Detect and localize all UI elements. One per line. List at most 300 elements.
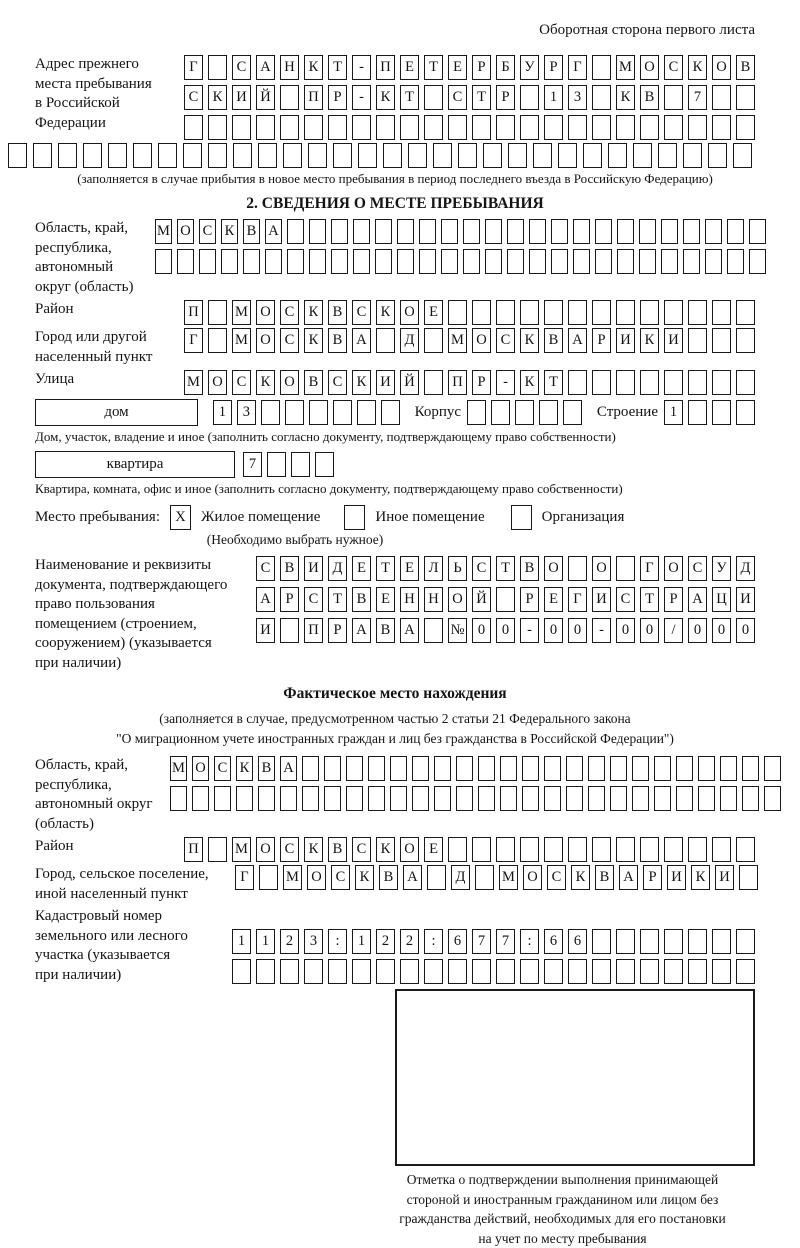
char-cell[interactable] <box>192 786 209 811</box>
char-cell[interactable] <box>592 837 611 862</box>
char-cell[interactable] <box>496 300 515 325</box>
char-cell[interactable] <box>424 328 443 353</box>
char-cell[interactable]: - <box>520 618 539 643</box>
char-cell[interactable]: И <box>715 865 734 890</box>
char-cell[interactable] <box>309 249 326 274</box>
char-cell[interactable]: - <box>496 370 515 395</box>
char-cell[interactable]: О <box>544 556 563 581</box>
char-cell[interactable]: И <box>664 328 683 353</box>
char-cell[interactable] <box>595 219 612 244</box>
char-cell[interactable] <box>256 959 275 984</box>
char-cell[interactable]: - <box>592 618 611 643</box>
char-cell[interactable]: В <box>595 865 614 890</box>
char-cell[interactable] <box>544 786 561 811</box>
char-cell[interactable]: 0 <box>496 618 515 643</box>
char-cell[interactable]: К <box>376 300 395 325</box>
char-cell[interactable]: С <box>184 85 203 110</box>
char-cell[interactable]: У <box>712 556 731 581</box>
char-cell[interactable] <box>520 300 539 325</box>
char-cell[interactable] <box>616 556 635 581</box>
char-cell[interactable] <box>705 219 722 244</box>
char-cell[interactable] <box>592 85 611 110</box>
char-cell[interactable]: Т <box>400 85 419 110</box>
char-cell[interactable]: С <box>472 556 491 581</box>
char-cell[interactable] <box>434 756 451 781</box>
char-cell[interactable]: М <box>232 837 251 862</box>
char-cell[interactable]: К <box>520 370 539 395</box>
char-cell[interactable]: О <box>307 865 326 890</box>
char-cell[interactable] <box>661 249 678 274</box>
char-cell[interactable]: 1 <box>544 85 563 110</box>
char-cell[interactable] <box>315 452 334 477</box>
char-cell[interactable] <box>712 959 731 984</box>
char-cell[interactable] <box>664 85 683 110</box>
char-cell[interactable] <box>616 115 635 140</box>
char-cell[interactable] <box>496 115 515 140</box>
char-cell[interactable]: О <box>256 837 275 862</box>
char-cell[interactable] <box>184 115 203 140</box>
char-cell[interactable]: Д <box>451 865 470 890</box>
char-cell[interactable] <box>358 143 377 168</box>
char-cell[interactable] <box>664 929 683 954</box>
char-cell[interactable]: А <box>256 587 275 612</box>
char-cell[interactable]: Й <box>256 85 275 110</box>
char-cell[interactable] <box>287 249 304 274</box>
char-cell[interactable] <box>472 837 491 862</box>
char-cell[interactable]: 0 <box>472 618 491 643</box>
char-cell[interactable] <box>676 756 693 781</box>
char-cell[interactable] <box>256 115 275 140</box>
char-cell[interactable]: В <box>352 587 371 612</box>
char-cell[interactable]: К <box>352 370 371 395</box>
char-cell[interactable] <box>558 143 577 168</box>
char-cell[interactable] <box>688 115 707 140</box>
char-cell[interactable]: 0 <box>688 618 707 643</box>
char-cell[interactable] <box>267 452 286 477</box>
char-cell[interactable] <box>333 143 352 168</box>
char-cell[interactable] <box>287 219 304 244</box>
char-cell[interactable]: Г <box>184 55 203 80</box>
char-cell[interactable]: О <box>664 556 683 581</box>
char-cell[interactable]: Р <box>328 85 347 110</box>
char-cell[interactable] <box>424 618 443 643</box>
char-cell[interactable] <box>346 756 363 781</box>
char-cell[interactable] <box>749 219 766 244</box>
char-cell[interactable]: И <box>592 587 611 612</box>
char-cell[interactable] <box>328 959 347 984</box>
char-cell[interactable]: О <box>256 300 275 325</box>
char-cell[interactable] <box>475 865 494 890</box>
char-cell[interactable]: О <box>192 756 209 781</box>
char-cell[interactable] <box>496 837 515 862</box>
char-cell[interactable]: Т <box>376 556 395 581</box>
char-cell[interactable] <box>640 929 659 954</box>
char-cell[interactable]: К <box>376 837 395 862</box>
char-cell[interactable]: В <box>520 556 539 581</box>
char-cell[interactable]: В <box>243 219 260 244</box>
char-cell[interactable]: К <box>304 300 323 325</box>
char-cell[interactable]: 1 <box>352 929 371 954</box>
char-cell[interactable] <box>688 959 707 984</box>
char-cell[interactable]: С <box>448 85 467 110</box>
char-cell[interactable] <box>208 55 227 80</box>
char-cell[interactable]: М <box>155 219 172 244</box>
char-cell[interactable] <box>478 756 495 781</box>
char-cell[interactable] <box>233 143 252 168</box>
char-cell[interactable]: С <box>232 55 251 80</box>
char-cell[interactable]: М <box>448 328 467 353</box>
char-cell[interactable]: С <box>304 587 323 612</box>
char-cell[interactable] <box>742 756 759 781</box>
char-cell[interactable]: Р <box>592 328 611 353</box>
char-cell[interactable] <box>617 249 634 274</box>
char-cell[interactable]: 2 <box>280 929 299 954</box>
char-cell[interactable] <box>736 370 755 395</box>
char-cell[interactable]: 0 <box>544 618 563 643</box>
char-cell[interactable] <box>408 143 427 168</box>
char-cell[interactable]: 0 <box>640 618 659 643</box>
char-cell[interactable] <box>544 959 563 984</box>
char-cell[interactable] <box>8 143 27 168</box>
char-cell[interactable]: Р <box>544 55 563 80</box>
char-cell[interactable] <box>522 756 539 781</box>
char-cell[interactable]: Р <box>472 55 491 80</box>
char-cell[interactable] <box>592 55 611 80</box>
char-cell[interactable]: О <box>448 587 467 612</box>
char-cell[interactable] <box>472 115 491 140</box>
char-cell[interactable]: 0 <box>736 618 755 643</box>
char-cell[interactable]: О <box>400 300 419 325</box>
char-cell[interactable] <box>232 115 251 140</box>
char-cell[interactable] <box>183 143 202 168</box>
char-cell[interactable]: В <box>304 370 323 395</box>
char-cell[interactable] <box>467 400 486 425</box>
char-cell[interactable] <box>712 300 731 325</box>
char-cell[interactable] <box>529 249 546 274</box>
char-cell[interactable] <box>400 115 419 140</box>
char-cell[interactable] <box>639 249 656 274</box>
char-cell[interactable]: 6 <box>544 929 563 954</box>
char-cell[interactable] <box>563 400 582 425</box>
char-cell[interactable] <box>472 959 491 984</box>
char-cell[interactable] <box>688 300 707 325</box>
char-cell[interactable]: А <box>352 328 371 353</box>
char-cell[interactable]: Й <box>472 587 491 612</box>
char-cell[interactable]: К <box>221 219 238 244</box>
char-cell[interactable] <box>610 756 627 781</box>
char-cell[interactable]: О <box>523 865 542 890</box>
char-cell[interactable] <box>448 115 467 140</box>
char-cell[interactable] <box>177 249 194 274</box>
char-cell[interactable] <box>208 837 227 862</box>
char-cell[interactable]: А <box>256 55 275 80</box>
char-cell[interactable] <box>285 400 304 425</box>
char-cell[interactable] <box>33 143 52 168</box>
char-cell[interactable] <box>376 328 395 353</box>
char-cell[interactable] <box>424 115 443 140</box>
char-cell[interactable] <box>664 837 683 862</box>
char-cell[interactable] <box>688 400 707 425</box>
char-cell[interactable] <box>573 249 590 274</box>
char-cell[interactable] <box>736 959 755 984</box>
char-cell[interactable] <box>258 143 277 168</box>
char-cell[interactable] <box>390 786 407 811</box>
char-cell[interactable]: : <box>328 929 347 954</box>
char-cell[interactable] <box>208 143 227 168</box>
char-cell[interactable] <box>664 300 683 325</box>
char-cell[interactable]: С <box>616 587 635 612</box>
char-cell[interactable] <box>698 786 715 811</box>
char-cell[interactable] <box>280 115 299 140</box>
char-cell[interactable] <box>170 786 187 811</box>
char-cell[interactable]: 0 <box>712 618 731 643</box>
char-cell[interactable] <box>688 837 707 862</box>
char-cell[interactable] <box>236 786 253 811</box>
char-cell[interactable] <box>448 837 467 862</box>
char-cell[interactable] <box>658 143 677 168</box>
char-cell[interactable] <box>616 370 635 395</box>
char-cell[interactable]: А <box>619 865 638 890</box>
char-cell[interactable] <box>496 959 515 984</box>
char-cell[interactable] <box>331 249 348 274</box>
char-cell[interactable]: В <box>328 837 347 862</box>
apartment-type-box[interactable]: квартира <box>35 451 235 478</box>
char-cell[interactable] <box>463 219 480 244</box>
char-cell[interactable] <box>433 143 452 168</box>
char-cell[interactable]: В <box>379 865 398 890</box>
char-cell[interactable] <box>592 929 611 954</box>
char-cell[interactable] <box>632 786 649 811</box>
char-cell[interactable]: А <box>400 618 419 643</box>
char-cell[interactable]: Т <box>544 370 563 395</box>
char-cell[interactable] <box>736 929 755 954</box>
char-cell[interactable] <box>640 837 659 862</box>
char-cell[interactable]: Е <box>352 556 371 581</box>
char-cell[interactable]: Р <box>643 865 662 890</box>
char-cell[interactable]: Р <box>472 370 491 395</box>
char-cell[interactable]: М <box>170 756 187 781</box>
char-cell[interactable] <box>424 85 443 110</box>
char-cell[interactable]: Т <box>328 587 347 612</box>
char-cell[interactable]: : <box>424 929 443 954</box>
char-cell[interactable]: - <box>352 55 371 80</box>
char-cell[interactable] <box>265 249 282 274</box>
char-cell[interactable] <box>639 219 656 244</box>
char-cell[interactable]: Ь <box>448 556 467 581</box>
char-cell[interactable] <box>58 143 77 168</box>
char-cell[interactable]: В <box>376 618 395 643</box>
char-cell[interactable] <box>551 249 568 274</box>
char-cell[interactable]: С <box>688 556 707 581</box>
char-cell[interactable]: 7 <box>496 929 515 954</box>
char-cell[interactable]: Ц <box>712 587 731 612</box>
char-cell[interactable] <box>424 370 443 395</box>
char-cell[interactable]: К <box>520 328 539 353</box>
char-cell[interactable]: С <box>352 837 371 862</box>
char-cell[interactable] <box>727 249 744 274</box>
char-cell[interactable]: Н <box>424 587 443 612</box>
char-cell[interactable]: Г <box>640 556 659 581</box>
char-cell[interactable] <box>507 219 524 244</box>
char-cell[interactable] <box>654 756 671 781</box>
char-cell[interactable]: Т <box>424 55 443 80</box>
char-cell[interactable] <box>544 837 563 862</box>
char-cell[interactable] <box>712 400 731 425</box>
char-cell[interactable]: Т <box>496 556 515 581</box>
char-cell[interactable] <box>352 959 371 984</box>
char-cell[interactable] <box>568 959 587 984</box>
char-cell[interactable] <box>434 786 451 811</box>
char-cell[interactable] <box>353 219 370 244</box>
char-cell[interactable] <box>485 219 502 244</box>
char-cell[interactable]: О <box>640 55 659 80</box>
char-cell[interactable] <box>588 786 605 811</box>
char-cell[interactable] <box>133 143 152 168</box>
char-cell[interactable]: С <box>664 55 683 80</box>
char-cell[interactable]: К <box>304 837 323 862</box>
char-cell[interactable] <box>375 219 392 244</box>
char-cell[interactable] <box>376 115 395 140</box>
char-cell[interactable] <box>712 837 731 862</box>
char-cell[interactable] <box>456 756 473 781</box>
char-cell[interactable] <box>736 115 755 140</box>
char-cell[interactable]: К <box>304 55 323 80</box>
char-cell[interactable] <box>688 328 707 353</box>
stay-option-residential-checkbox[interactable]: X <box>170 505 191 530</box>
char-cell[interactable]: В <box>280 556 299 581</box>
char-cell[interactable] <box>588 756 605 781</box>
char-cell[interactable]: С <box>352 300 371 325</box>
char-cell[interactable] <box>485 249 502 274</box>
char-cell[interactable]: Р <box>280 587 299 612</box>
char-cell[interactable] <box>463 249 480 274</box>
char-cell[interactable] <box>208 115 227 140</box>
char-cell[interactable]: Т <box>328 55 347 80</box>
char-cell[interactable] <box>302 786 319 811</box>
char-cell[interactable] <box>331 219 348 244</box>
char-cell[interactable] <box>616 929 635 954</box>
char-cell[interactable] <box>375 249 392 274</box>
char-cell[interactable] <box>566 786 583 811</box>
char-cell[interactable] <box>661 219 678 244</box>
char-cell[interactable] <box>664 115 683 140</box>
char-cell[interactable]: С <box>256 556 275 581</box>
char-cell[interactable] <box>308 143 327 168</box>
char-cell[interactable] <box>83 143 102 168</box>
char-cell[interactable] <box>592 959 611 984</box>
char-cell[interactable] <box>419 249 436 274</box>
char-cell[interactable] <box>448 959 467 984</box>
char-cell[interactable]: Р <box>496 85 515 110</box>
char-cell[interactable] <box>566 756 583 781</box>
char-cell[interactable]: Н <box>280 55 299 80</box>
char-cell[interactable]: П <box>304 85 323 110</box>
char-cell[interactable] <box>352 115 371 140</box>
char-cell[interactable] <box>424 959 443 984</box>
char-cell[interactable] <box>261 400 280 425</box>
char-cell[interactable] <box>199 249 216 274</box>
char-cell[interactable] <box>283 143 302 168</box>
char-cell[interactable] <box>544 756 561 781</box>
char-cell[interactable] <box>520 959 539 984</box>
char-cell[interactable] <box>654 786 671 811</box>
char-cell[interactable]: С <box>328 370 347 395</box>
char-cell[interactable]: Е <box>400 556 419 581</box>
char-cell[interactable]: С <box>547 865 566 890</box>
char-cell[interactable] <box>208 300 227 325</box>
char-cell[interactable]: 2 <box>400 929 419 954</box>
char-cell[interactable] <box>155 249 172 274</box>
char-cell[interactable] <box>595 249 612 274</box>
char-cell[interactable] <box>208 328 227 353</box>
char-cell[interactable] <box>427 865 446 890</box>
char-cell[interactable] <box>608 143 627 168</box>
char-cell[interactable] <box>221 249 238 274</box>
char-cell[interactable] <box>456 786 473 811</box>
char-cell[interactable]: 3 <box>568 85 587 110</box>
char-cell[interactable] <box>397 219 414 244</box>
char-cell[interactable] <box>683 219 700 244</box>
char-cell[interactable] <box>304 959 323 984</box>
char-cell[interactable] <box>544 300 563 325</box>
char-cell[interactable] <box>736 328 755 353</box>
char-cell[interactable] <box>736 300 755 325</box>
char-cell[interactable]: Р <box>328 618 347 643</box>
char-cell[interactable]: К <box>376 85 395 110</box>
char-cell[interactable]: О <box>592 556 611 581</box>
char-cell[interactable] <box>529 219 546 244</box>
char-cell[interactable]: Т <box>472 85 491 110</box>
char-cell[interactable] <box>640 370 659 395</box>
char-cell[interactable] <box>368 756 385 781</box>
char-cell[interactable] <box>324 786 341 811</box>
char-cell[interactable] <box>592 115 611 140</box>
char-cell[interactable] <box>551 219 568 244</box>
char-cell[interactable]: Е <box>424 300 443 325</box>
char-cell[interactable] <box>720 786 737 811</box>
char-cell[interactable]: М <box>232 300 251 325</box>
char-cell[interactable]: И <box>667 865 686 890</box>
char-cell[interactable] <box>617 219 634 244</box>
char-cell[interactable] <box>522 786 539 811</box>
char-cell[interactable] <box>400 959 419 984</box>
char-cell[interactable] <box>280 786 297 811</box>
char-cell[interactable]: У <box>520 55 539 80</box>
char-cell[interactable] <box>491 400 510 425</box>
char-cell[interactable] <box>640 959 659 984</box>
char-cell[interactable]: / <box>664 618 683 643</box>
char-cell[interactable] <box>712 929 731 954</box>
char-cell[interactable]: 6 <box>568 929 587 954</box>
char-cell[interactable] <box>733 143 752 168</box>
char-cell[interactable] <box>214 786 231 811</box>
char-cell[interactable]: С <box>280 300 299 325</box>
char-cell[interactable] <box>472 300 491 325</box>
char-cell[interactable] <box>544 115 563 140</box>
char-cell[interactable] <box>419 219 436 244</box>
char-cell[interactable]: 1 <box>232 929 251 954</box>
char-cell[interactable] <box>632 756 649 781</box>
char-cell[interactable] <box>259 865 278 890</box>
char-cell[interactable]: Д <box>400 328 419 353</box>
char-cell[interactable]: В <box>328 328 347 353</box>
char-cell[interactable] <box>458 143 477 168</box>
char-cell[interactable]: Р <box>664 587 683 612</box>
char-cell[interactable] <box>520 115 539 140</box>
char-cell[interactable] <box>640 115 659 140</box>
char-cell[interactable]: М <box>283 865 302 890</box>
char-cell[interactable]: К <box>236 756 253 781</box>
